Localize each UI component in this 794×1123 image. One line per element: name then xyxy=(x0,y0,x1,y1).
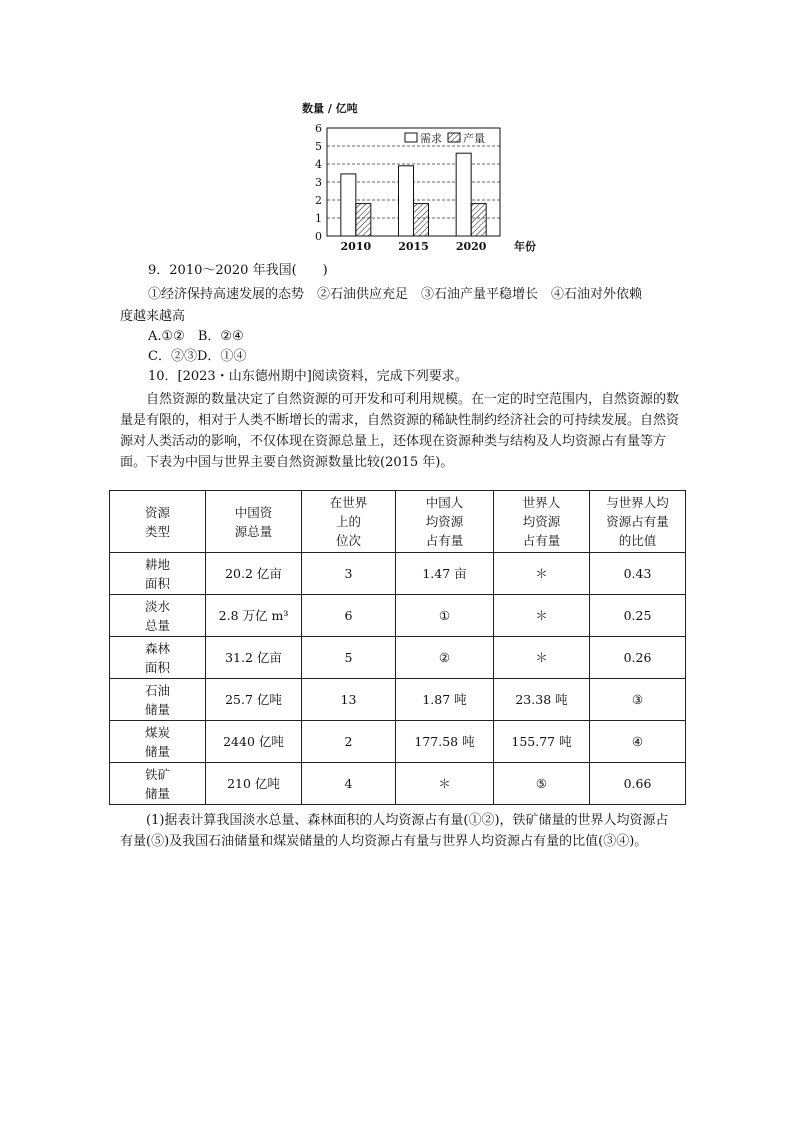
table-row xyxy=(110,721,686,763)
y-axis-title: 数量 / 亿吨 xyxy=(302,102,358,115)
table-cell: ＊ xyxy=(494,595,590,637)
table-header-cell: 世界人 均资源 占有量 xyxy=(494,491,590,553)
y-tick-label: 5 xyxy=(315,140,322,153)
table-cell: 0.26 xyxy=(590,637,686,679)
table-cell: ＊ xyxy=(494,637,590,679)
legend-label-production: 产量 xyxy=(463,132,485,145)
q10-stem: 10．[2023・山东德州期中]阅读资料，完成下列要求。 xyxy=(148,369,468,384)
table-cell: ④ xyxy=(590,721,686,763)
table-cell: 2.8 万亿 m³ xyxy=(206,595,302,637)
bar-production-2010 xyxy=(356,204,371,236)
demand-production-chart xyxy=(300,100,536,258)
table-cell: 2440 亿吨 xyxy=(206,721,302,763)
table-cell: ＊ xyxy=(494,553,590,595)
table-header-cell: 中国人 均资源 占有量 xyxy=(396,491,494,553)
q9-options-line2: 度越来越高 xyxy=(120,309,186,324)
legend-swatch-production xyxy=(448,133,460,142)
table-header-cell: 与世界人均 资源占有量 的比值 xyxy=(590,491,686,553)
table-cell: 0.43 xyxy=(590,553,686,595)
y-tick-label: 3 xyxy=(315,176,322,189)
table-cell: 6 xyxy=(302,595,396,637)
table-cell: 1.87 吨 xyxy=(396,679,494,721)
q10-material: 自然资源的数量决定了自然资源的可开发和可利用规模。在一定的时空范围内，自然资源的数量是有限的，相对于人类不断增长的需求，自然资源的稀缺性制约经济社会的可持续发展。自然资源对人类活动的影响，不仅体现在资源总量上，还体现在资源种类与结构及人均资源占有量等方面。下表为中国与世界主要自然资源数量比较(2015 年)。 xyxy=(120,392,680,470)
x-tick-label: 2010 xyxy=(340,240,372,253)
table-cell: 4 xyxy=(302,763,396,805)
table-row xyxy=(110,679,686,721)
table-cell: 0.25 xyxy=(590,595,686,637)
table-cell: 155.77 吨 xyxy=(494,721,590,763)
table-cell: ② xyxy=(396,637,494,679)
bar-demand-2010 xyxy=(341,174,356,236)
bar-demand-2015 xyxy=(399,166,414,236)
table-cell: 铁矿 储量 xyxy=(110,763,206,805)
table-cell: 20.2 亿亩 xyxy=(206,553,302,595)
table-row xyxy=(110,763,686,805)
x-axis-title: 年份 xyxy=(514,240,536,253)
table-cell: 210 亿吨 xyxy=(206,763,302,805)
table-row xyxy=(110,595,686,637)
table-cell: 1.47 亩 xyxy=(396,553,494,595)
y-tick-label: 2 xyxy=(315,194,322,207)
q9-choice-ab: A.①② B．②④ xyxy=(148,329,244,344)
table-header-cell: 在世界 上的 位次 xyxy=(302,491,396,553)
table-cell: 石油 储量 xyxy=(110,679,206,721)
table-cell: 5 xyxy=(302,637,396,679)
table-header-row xyxy=(110,491,686,553)
y-tick-label: 0 xyxy=(315,230,322,243)
table-cell: ① xyxy=(396,595,494,637)
table-cell: 耕地 面积 xyxy=(110,553,206,595)
table-cell: 煤炭 储量 xyxy=(110,721,206,763)
table-cell: 25.7 亿吨 xyxy=(206,679,302,721)
q9-options-line1: ①经济保持高速发展的态势 ②石油供应充足 ③石油产量平稳增长 ④石油对外依赖 xyxy=(148,287,643,302)
table-cell: 森林 面积 xyxy=(110,637,206,679)
table-cell: ＊ xyxy=(396,763,494,805)
table-header-cell: 中国资 源总量 xyxy=(206,491,302,553)
q9-stem: 9．2010～2020 年我国( ) xyxy=(148,263,328,278)
table-cell: 0.66 xyxy=(590,763,686,805)
legend-swatch-demand xyxy=(405,133,417,142)
table-row xyxy=(110,553,686,595)
resource-comparison-table xyxy=(109,490,686,805)
x-tick-label: 2020 xyxy=(455,240,487,253)
table-cell: 2 xyxy=(302,721,396,763)
table-cell: ⑤ xyxy=(494,763,590,805)
y-tick-label: 1 xyxy=(315,212,322,225)
legend-label-demand: 需求 xyxy=(420,132,442,145)
q9-choice-cd: C．②③D．①④ xyxy=(148,349,247,364)
table-body xyxy=(110,553,686,805)
y-tick-label: 6 xyxy=(315,122,322,135)
table-cell: 淡水 总量 xyxy=(110,595,206,637)
table-cell: 177.58 吨 xyxy=(396,721,494,763)
table-row xyxy=(110,637,686,679)
bar-demand-2020 xyxy=(456,153,471,236)
bar-production-2020 xyxy=(471,204,486,236)
table-cell: 31.2 亿亩 xyxy=(206,637,302,679)
bar-production-2015 xyxy=(414,204,429,236)
x-tick-label: 2015 xyxy=(398,240,429,253)
table-cell: 3 xyxy=(302,553,396,595)
y-tick-label: 4 xyxy=(315,158,322,171)
chart-canvas xyxy=(300,100,536,258)
table-header-cell: 资源 类型 xyxy=(110,491,206,553)
q10-sub1: (1)据表计算我国淡水总量、森林面积的人均资源占有量(①②)，铁矿储量的世界人均资源占有量(⑤)及我国石油储量和煤炭储量的人均资源占有量与世界人均资源占有量的比值(③④)。 xyxy=(120,813,669,849)
table-cell: ③ xyxy=(590,679,686,721)
table-cell: 23.38 吨 xyxy=(494,679,590,721)
table-cell: 13 xyxy=(302,679,396,721)
